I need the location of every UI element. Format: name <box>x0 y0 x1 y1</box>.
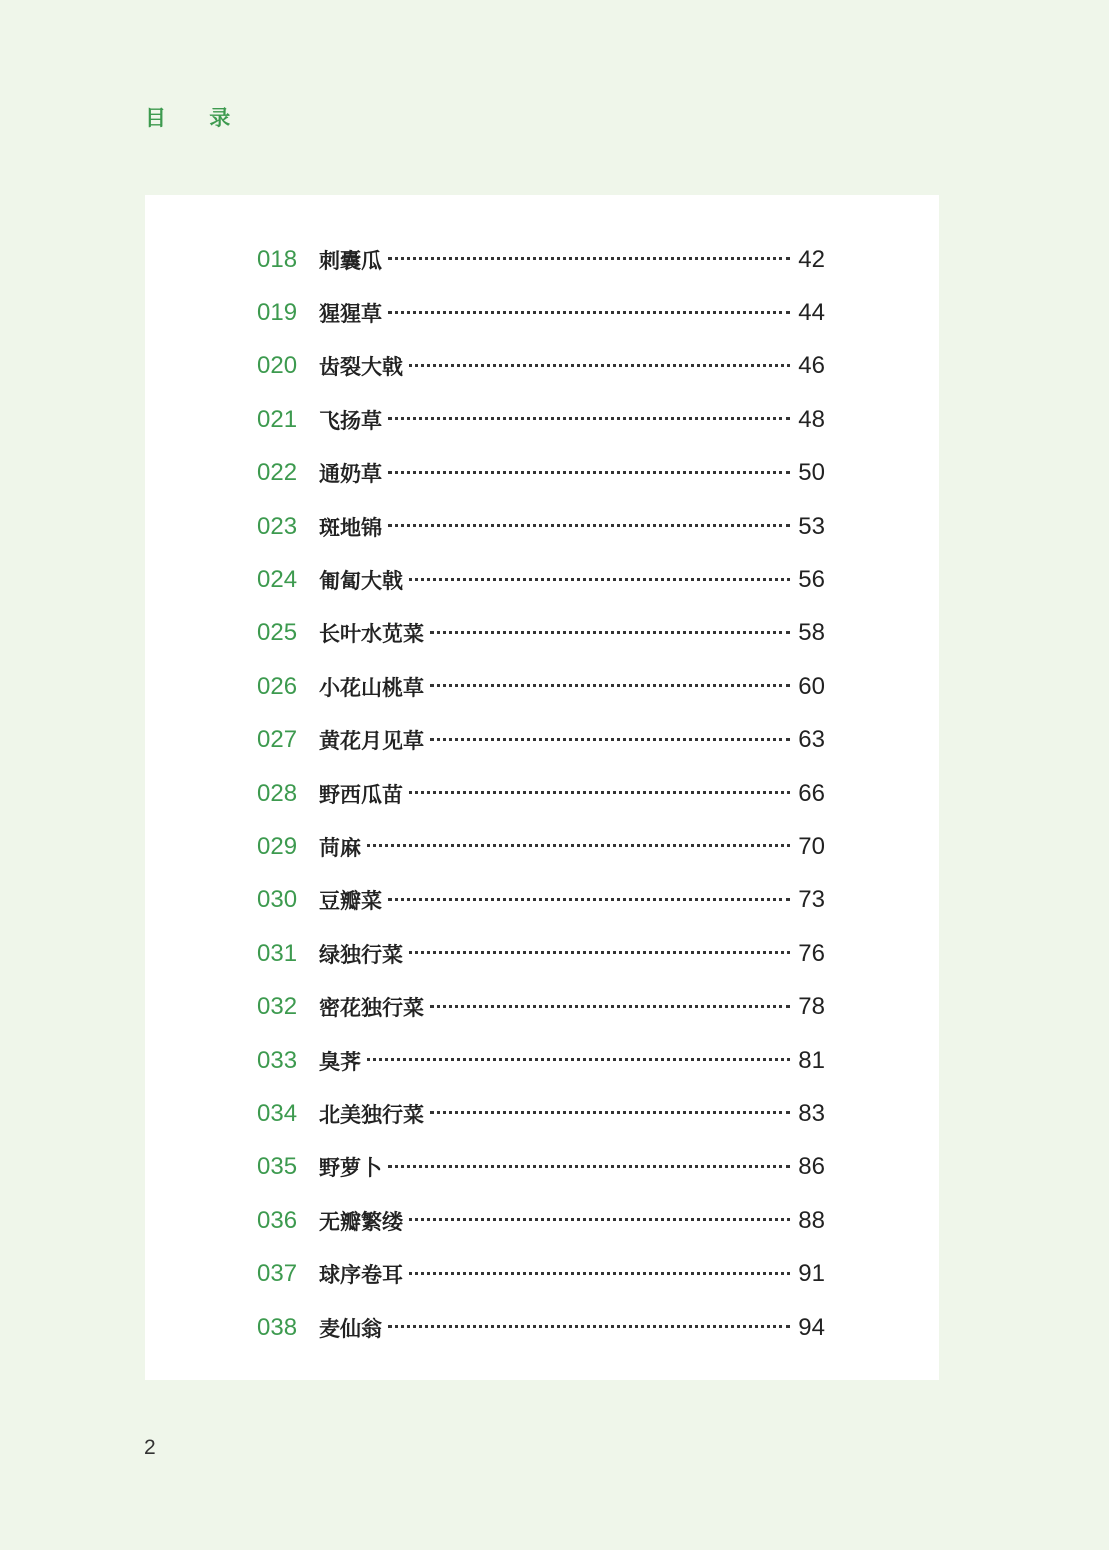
entry-title: 无瓣繁缕 <box>319 1209 403 1234</box>
dot-leader <box>430 1005 790 1008</box>
entry-title: 野萝卜 <box>319 1156 382 1181</box>
entry-number: 020 <box>257 352 298 380</box>
toc-entry[interactable] <box>257 286 825 339</box>
toc-entry[interactable] <box>257 1194 825 1247</box>
entry-title: 通奶草 <box>319 462 382 487</box>
dot-leader <box>430 1111 790 1114</box>
toc-entry[interactable] <box>257 447 825 500</box>
dot-leader <box>388 417 790 420</box>
entry-page: 50 <box>798 459 825 487</box>
dot-leader <box>409 578 790 581</box>
toc-entry[interactable] <box>257 820 825 873</box>
toc-entry[interactable] <box>257 767 825 820</box>
entry-title: 北美独行菜 <box>319 1102 424 1127</box>
entry-title: 小花山桃草 <box>319 675 424 700</box>
entry-number: 021 <box>257 405 298 433</box>
entry-page: 46 <box>798 352 825 380</box>
entry-number: 032 <box>257 993 298 1021</box>
entry-title: 齿裂大戟 <box>319 355 403 380</box>
entry-title: 臭荠 <box>319 1049 361 1074</box>
entry-number: 023 <box>257 512 298 540</box>
dot-leader <box>409 1218 790 1221</box>
toc-entry[interactable] <box>257 1087 825 1140</box>
entry-title: 黄花月见草 <box>319 729 424 754</box>
entry-title: 密花独行菜 <box>319 996 424 1021</box>
entry-number: 025 <box>257 619 298 647</box>
entry-page: 42 <box>798 245 825 273</box>
toc-entry[interactable] <box>257 714 825 767</box>
entry-number: 028 <box>257 779 298 807</box>
dot-leader <box>388 311 790 314</box>
entry-title: 猩猩草 <box>319 302 382 327</box>
dot-leader <box>367 1058 790 1061</box>
entry-number: 026 <box>257 672 298 700</box>
entry-number: 019 <box>257 299 298 327</box>
toc-entry[interactable] <box>257 660 825 713</box>
toc-entry[interactable] <box>257 500 825 553</box>
toc-entry[interactable] <box>257 340 825 393</box>
dot-leader <box>409 951 790 954</box>
entry-page: 48 <box>798 405 825 433</box>
entry-title: 苘麻 <box>319 835 361 860</box>
entry-page: 66 <box>798 779 825 807</box>
entry-page: 91 <box>798 1260 825 1288</box>
dot-leader <box>430 738 790 741</box>
entry-page: 94 <box>798 1313 825 1341</box>
entry-number: 031 <box>257 939 298 967</box>
entry-title: 绿独行菜 <box>319 942 403 967</box>
entry-number: 027 <box>257 726 298 754</box>
entry-title: 豆瓣菜 <box>319 889 382 914</box>
dot-leader <box>388 524 790 527</box>
entry-title: 斑地锦 <box>319 515 382 540</box>
dot-leader <box>409 364 790 367</box>
entry-title: 野西瓜苗 <box>319 782 403 807</box>
dot-leader <box>367 844 790 847</box>
entry-number: 018 <box>257 245 298 273</box>
toc-entry[interactable] <box>257 1141 825 1194</box>
entry-page: 58 <box>798 619 825 647</box>
entry-page: 53 <box>798 512 825 540</box>
dot-leader <box>409 1272 790 1275</box>
toc-entry[interactable] <box>257 874 825 927</box>
toc-entry[interactable] <box>257 1301 825 1354</box>
entry-page: 56 <box>798 566 825 594</box>
entry-number: 022 <box>257 459 298 487</box>
toc-panel <box>145 195 939 1380</box>
page-number: 2 <box>144 1436 156 1459</box>
dot-leader <box>388 257 790 260</box>
entry-page: 44 <box>798 299 825 327</box>
dot-leader <box>388 1325 790 1328</box>
entry-title: 刺囊瓜 <box>319 248 382 273</box>
entry-page: 86 <box>798 1153 825 1181</box>
entry-title: 球序卷耳 <box>319 1263 403 1288</box>
dot-leader <box>430 631 790 634</box>
entry-number: 029 <box>257 832 298 860</box>
entry-page: 73 <box>798 886 825 914</box>
toc-entry[interactable] <box>257 1034 825 1087</box>
entry-number: 036 <box>257 1206 298 1234</box>
entry-title: 匍匐大戟 <box>319 569 403 594</box>
dot-leader <box>430 684 790 687</box>
dot-leader <box>409 791 790 794</box>
entry-number: 035 <box>257 1153 298 1181</box>
entry-page: 63 <box>798 726 825 754</box>
entry-number: 033 <box>257 1046 298 1074</box>
entry-title: 麦仙翁 <box>319 1316 382 1341</box>
toc-heading: 目 录 <box>145 106 249 130</box>
toc-entry[interactable] <box>257 927 825 980</box>
entry-number: 037 <box>257 1260 298 1288</box>
entry-title: 飞扬草 <box>319 408 382 433</box>
entry-title: 长叶水苋菜 <box>319 622 424 647</box>
dot-leader <box>388 471 790 474</box>
entry-page: 88 <box>798 1206 825 1234</box>
toc-entry[interactable] <box>257 607 825 660</box>
entry-page: 78 <box>798 993 825 1021</box>
toc-entry[interactable] <box>257 980 825 1033</box>
entry-page: 70 <box>798 832 825 860</box>
entry-number: 024 <box>257 566 298 594</box>
entry-page: 60 <box>798 672 825 700</box>
toc-entry[interactable] <box>257 233 825 286</box>
entry-page: 83 <box>798 1099 825 1127</box>
toc-list <box>257 233 825 1354</box>
entry-page: 76 <box>798 939 825 967</box>
entry-number: 038 <box>257 1313 298 1341</box>
entry-page: 81 <box>798 1046 825 1074</box>
entry-number: 034 <box>257 1099 298 1127</box>
entry-number: 030 <box>257 886 298 914</box>
toc-entry[interactable] <box>257 393 825 446</box>
toc-entry[interactable] <box>257 553 825 606</box>
toc-entry[interactable] <box>257 1247 825 1300</box>
dot-leader <box>388 898 790 901</box>
dot-leader <box>388 1165 790 1168</box>
